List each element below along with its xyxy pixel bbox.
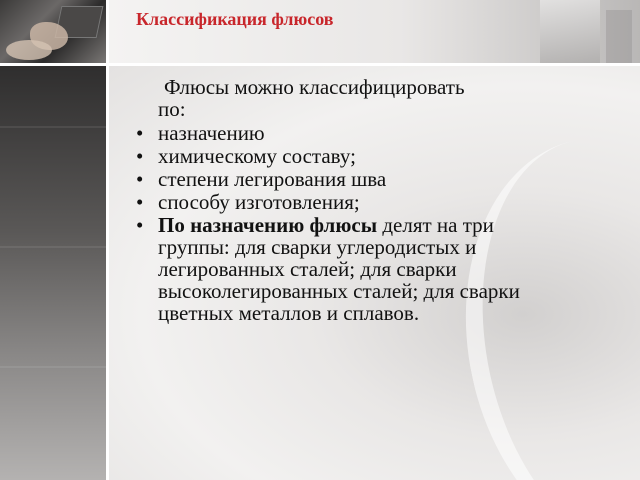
frame-horizontal-line [0,63,640,66]
background-building [540,0,600,66]
intro-text-continued: по: [158,97,186,121]
intro-text: Флюсы можно классифицировать [164,75,465,99]
hand-shape-lower [6,40,52,60]
bullet-icon: • [136,190,144,214]
decor-stripe [0,126,108,128]
frame-vertical-line [106,0,109,480]
list-item [134,122,534,144]
list-item [134,168,534,190]
list-item [134,145,534,167]
photo-thumbnail [0,0,108,66]
list-item-bold-lead: По назначению флюсы [158,213,378,237]
list-item-text: назначению [158,121,265,145]
list-item-text: способу изготовления; [158,190,360,214]
slide-body [134,76,534,325]
bullet-icon: • [136,144,144,168]
bullet-icon: • [136,213,144,237]
list-item-text: химическому составу; [158,144,356,168]
list-item-text: делят на три группы: для сварки углеродистых и легированных сталей; для сварки высоколегированных сталей; для сварки цветных металлов и сплавов. [158,213,520,325]
list-item [134,191,534,213]
list-item-text: степени легирования шва [158,167,387,191]
left-decor-band [0,66,108,480]
decor-stripe [0,246,108,248]
slide-title: Классификация флюсов [136,9,334,29]
decor-stripe [0,366,108,368]
list-item [134,214,534,324]
bullet-list [134,122,534,324]
bullet-icon: • [136,121,144,145]
background-building-small [606,10,632,66]
bullet-icon: • [136,167,144,191]
intro-paragraph [134,76,534,120]
